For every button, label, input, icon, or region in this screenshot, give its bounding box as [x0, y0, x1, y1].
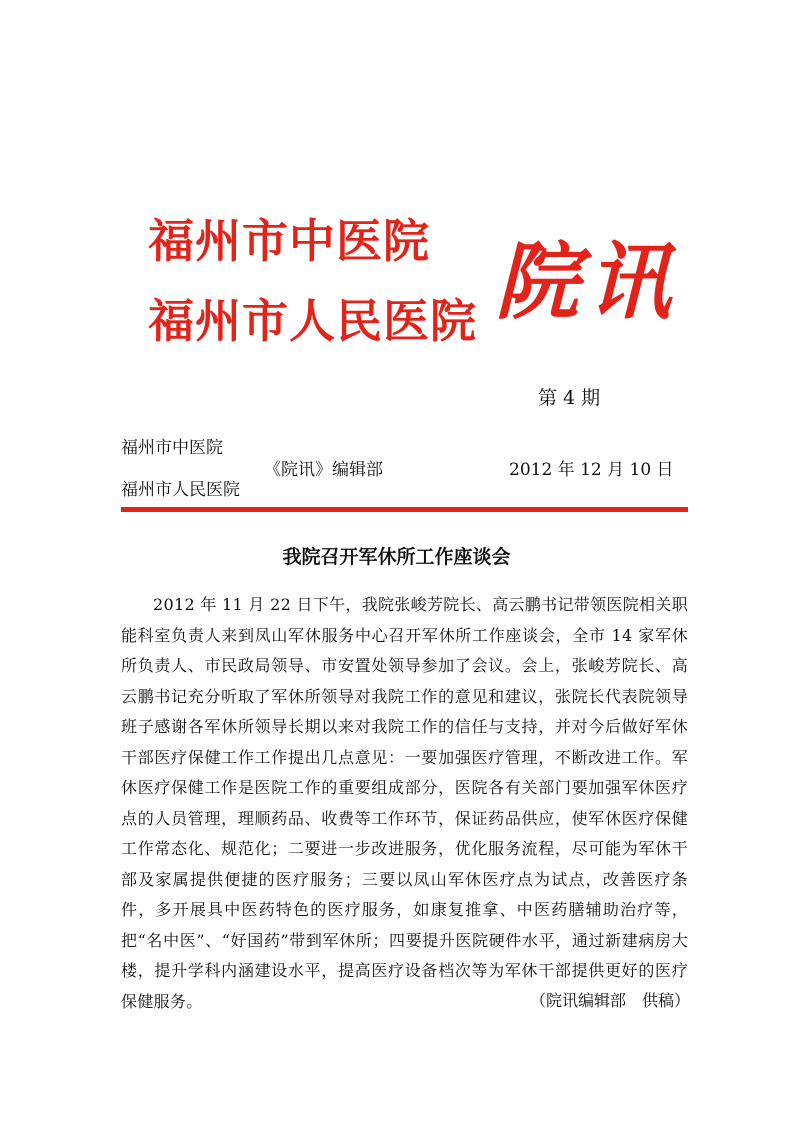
article-title: 我院召开军休所工作座谈会	[282, 546, 511, 568]
masthead-hospital-2: 福州市人民医院	[148, 294, 477, 348]
article-body: 2012 年 11 月 22 日下午，我院张峻芳院长、高云鹏书记带领医院相关职能科室负责人来到凤山军休服务中心召开军休所工作座谈会，全市 14 家军休所负责人、市民政局领导、市安置处领导参加了会议。会上，张峻芳院长、高云鹏书记充分听取了军休所领导对我院工作的意见和建议，张院长代表院领导班子感谢各军休所领导长期以来对我院工作的信任与支持，并对今后做好军休干部医疗保健工作工作提出几点意见：一要加强医疗管理，不断改进工作。军休医疗保健工作是医院工作的重要组成部分，医院各有关部门要加强军休医疗点的人员管理，理顺药品、收费等工作环节，保证药品供应，使军休医疗保健工作常态化、规范化；二要进一步改进服务，优化服务流程，尽可能为军休干部及家属提供便捷的医疗服务；三要以凤山军休医疗点为试点，改善医疗条件，多开展具中医药特色的医疗服务，如康复推拿、中医药膳辅助治疗等，把“名中医”、“好国药”带到军休所；四要提升医院硬件水平，通过新建病房大楼，提升学科内涵建设水平，提高医疗设备档次等为军休干部提供更好的医疗保健服务。	[121, 595, 688, 1011]
publisher-department: 《院讯》编辑部	[264, 460, 383, 480]
publisher-hospital-1: 福州市中医院	[121, 438, 223, 458]
issue-number: 第 4 期	[538, 387, 601, 409]
publication-name: 院讯	[495, 232, 680, 331]
publisher-hospital-2: 福州市人民医院	[121, 480, 240, 500]
masthead-hospital-1: 福州市中医院	[148, 214, 430, 268]
publish-date: 2012 年 12 月 10 日	[509, 460, 674, 480]
article-source: （院讯编辑部 供稿）	[530, 991, 691, 1010]
header-divider	[121, 507, 688, 512]
